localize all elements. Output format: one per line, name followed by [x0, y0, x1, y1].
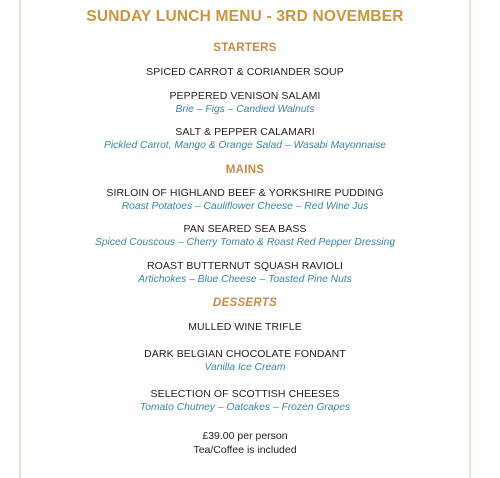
dish-item — [21, 90, 469, 116]
dish-item — [21, 223, 469, 249]
dish-item — [21, 66, 469, 79]
dish-item — [21, 321, 469, 334]
dish-name: SIRLOIN OF HIGHLAND BEEF & YORKSHIRE PUDDING — [106, 187, 384, 199]
section-heading-starters: STARTERS — [213, 42, 277, 54]
dish-item — [21, 388, 469, 414]
dish-name: SELECTION OF SCOTTISH CHEESES — [150, 388, 340, 400]
dish-description: Pickled Carrot, Mango & Orange Salad – Wasabi Mayonnaise — [104, 140, 386, 151]
dish-item — [21, 126, 469, 152]
dish-name: PAN SEARED SEA BASS — [183, 223, 307, 235]
dish-name: ROAST BUTTERNUT SQUASH RAVIOLI — [146, 260, 344, 272]
dish-description: Tomato Chutney – Oatcakes – Frozen Grapes — [139, 402, 351, 413]
dish-name: SPICED CARROT & CORIANDER SOUP — [146, 66, 344, 78]
dish-name: DARK BELGIAN CHOCOLATE FONDANT — [144, 348, 346, 360]
included-note: Tea/Coffee is included — [193, 444, 297, 456]
menu-footer — [21, 429, 469, 457]
dish-description: Roast Potatoes – Cauliflower Cheese – Red Wine Jus — [121, 201, 369, 212]
dish-name: MULLED WINE TRIFLE — [188, 321, 302, 333]
price-text: £39.00 per person — [202, 430, 288, 442]
dish-item — [21, 187, 469, 213]
menu-title: SUNDAY LUNCH MENU - 3RD NOVEMBER — [86, 8, 404, 25]
section-heading-desserts: DESSERTS — [212, 297, 278, 309]
dish-name: PEPPERED VENISON SALAMI — [169, 90, 321, 102]
dish-description: Artichokes – Blue Cheese – Toasted Pine Nuts — [138, 274, 352, 285]
dish-description: Brie – Figs – Candied Walnuts — [175, 104, 315, 115]
dish-description: Spiced Couscous – Cherry Tomato & Roast Red Pepper Dressing — [94, 237, 396, 248]
dish-item — [21, 260, 469, 286]
section-heading-mains: MAINS — [225, 164, 265, 176]
dish-description: Vanilla Ice Cream — [204, 362, 286, 373]
dish-name: SALT & PEPPER CALAMARI — [175, 126, 315, 138]
page-border-right — [469, 0, 471, 478]
dish-item — [21, 348, 469, 374]
